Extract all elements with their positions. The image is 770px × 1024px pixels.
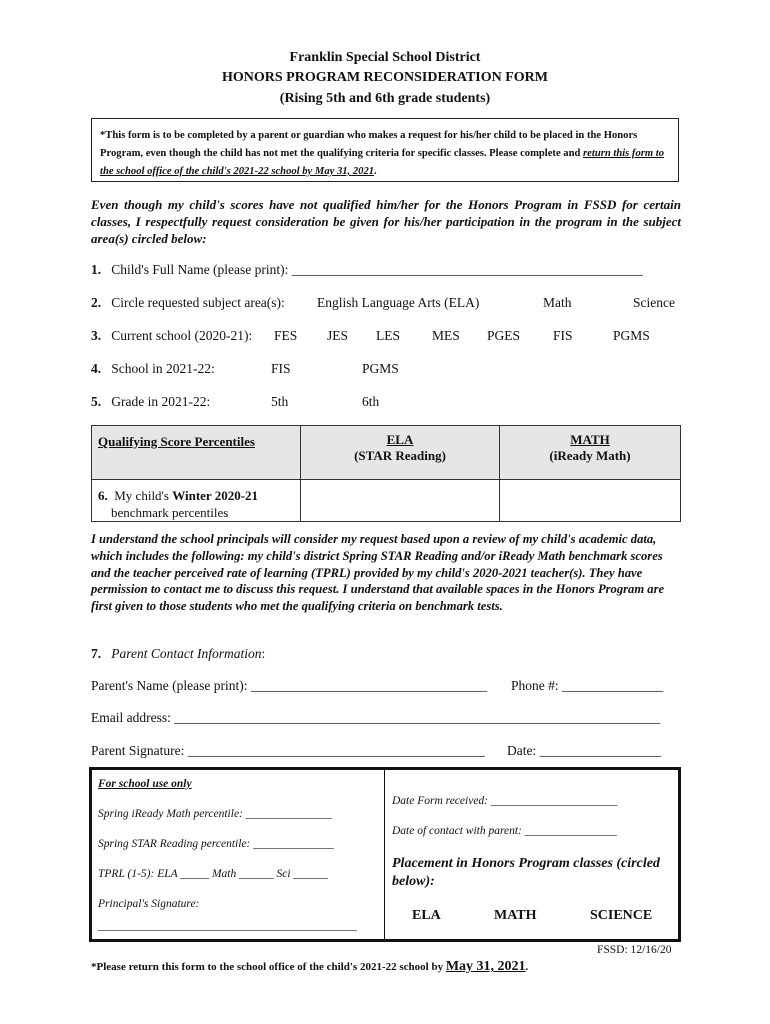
subject-option-ela[interactable]: English Language Arts (ELA) [317, 295, 480, 310]
school-option-fis[interactable]: FIS [553, 328, 573, 343]
school-option-fes[interactable]: FES [274, 328, 298, 343]
grade-label: 5. Grade in 2021-22: [91, 394, 211, 409]
score-row-label: 6. My child's Winter 2020-21 benchmark percentiles [92, 480, 301, 522]
grade-option-5th[interactable]: 5th [271, 394, 289, 409]
parent-name-field[interactable]: Parent's Name (please print): ___________________________________ [91, 678, 488, 693]
school-use-title: For school use only [98, 778, 192, 790]
phone-field[interactable]: Phone #: _______________ [511, 678, 664, 693]
parent-contact-heading: 7. Parent Contact Information: [91, 646, 266, 661]
parent-date-field[interactable]: Date: __________________ [507, 743, 662, 758]
school-option-les[interactable]: LES [376, 328, 401, 343]
math-percentile-cell[interactable] [500, 480, 681, 522]
star-percentile-field[interactable]: Spring STAR Reading percentile: ______________ [98, 838, 334, 850]
notice-text: *This form is to be completed by a parent or guardian who makes a request for his/her child to be placed in the Honors Program, even though the child has not met the qualifying criteria for specific classes. Please complete and [100, 130, 638, 159]
placement-option-science[interactable]: SCIENCE [590, 908, 653, 923]
form-title: HONORS PROGRAM RECONSIDERATION FORM [221, 70, 549, 85]
notice-box: *This form is to be completed by a parent or guardian who makes a request for his/her child to be placed in the Honors Program, even though the child has not met the qualifying criteria for specific classes. Please complete and return this form to the school office of the child's 2021-22 school by May 31, 2021. [91, 118, 679, 182]
form-revision-code: FSSD: 12/16/20 [597, 944, 672, 956]
subject-option-science[interactable]: Science [633, 295, 675, 310]
footer-return-note: *Please return this form to the school office of the child's 2021-22 school by May 31, 2021. [91, 959, 529, 974]
school-option-pgms[interactable]: PGMS [613, 328, 650, 343]
next-school-option-fis[interactable]: FIS [271, 361, 291, 376]
placement-heading: Placement in Honors Program classes (circled below): [392, 856, 660, 889]
iready-percentile-field[interactable]: Spring iReady Math percentile: _______________ [98, 808, 333, 820]
date-contact-field[interactable]: Date of contact with parent: ________________ [392, 825, 617, 837]
principal-signature-label: Principal's Signature: [98, 898, 200, 910]
form-subtitle: (Rising 5th and 6th grade students) [279, 91, 491, 106]
subject-option-math[interactable]: Math [543, 295, 572, 310]
child-name-label: Child's Full Name (please print): [111, 262, 292, 277]
footer-deadline: May 31, 2021 [445, 959, 526, 974]
score-table [91, 425, 681, 522]
child-name-field[interactable]: ____________________________________________________ [291, 262, 643, 277]
school-use-divider [384, 770, 385, 939]
school-option-jes[interactable]: JES [327, 328, 349, 343]
placement-option-math[interactable]: MATH [494, 908, 537, 923]
understanding-paragraph: I understand the school principals will consider my request based upon a review of my child's academic data, which includes the following: my child's district Spring STAR Reading and/or iReady Math benchmark scores and the teacher perceived rate of learning (TPRL) provided by my child's 2020-2021 teacher(s). They have permission to contact me to discuss this request. I understand that available spaces in the Honors Program are first given to those students who met the qualifying criteria on benchmark tests. [91, 532, 665, 614]
next-school-label: 4. School in 2021-22: [91, 361, 215, 376]
district-name: Franklin Special School District [289, 50, 481, 65]
score-table-header-math: MATH (iReady Math) [500, 426, 681, 480]
current-school-label: 3. Current school (2020-21): [91, 328, 253, 343]
score-table-header-label: Qualifying Score Percentiles [92, 426, 301, 480]
intro-paragraph: Even though my child's scores have not qualified him/her for the Honors Program in FSSD for certain classes, I respectfully request consideration be given for his/her participation in the program in the subject area(s) circled below: [91, 197, 681, 246]
email-field[interactable]: Email address: ________________________________________________________________________ [91, 710, 661, 725]
ela-percentile-cell[interactable] [301, 480, 500, 522]
school-use-box [89, 767, 681, 942]
child-name-row: 1. Child's Full Name (please print): ____________________________________________________ [91, 262, 643, 277]
next-school-option-pgms[interactable]: PGMS [362, 361, 399, 376]
principal-signature-field[interactable]: _____________________________________________ [98, 920, 357, 932]
school-option-pges[interactable]: PGES [487, 328, 521, 343]
grade-option-6th[interactable]: 6th [362, 394, 380, 409]
score-table-header-ela: ELA (STAR Reading) [301, 426, 500, 480]
date-received-field[interactable]: Date Form received: ______________________ [392, 795, 618, 807]
placement-option-ela[interactable]: ELA [412, 908, 441, 923]
tprl-field[interactable]: TPRL (1-5): ELA _____ Math ______ Sci ______ [98, 868, 328, 880]
school-option-mes[interactable]: MES [432, 328, 460, 343]
subject-row-label: 2. Circle requested subject area(s): [91, 295, 285, 310]
notice-return-instruction: return this form to the school office of the child's 2021-22 school by May 31, 2021 [100, 148, 664, 177]
parent-signature-field[interactable]: Parent Signature: ____________________________________________ [91, 743, 485, 758]
